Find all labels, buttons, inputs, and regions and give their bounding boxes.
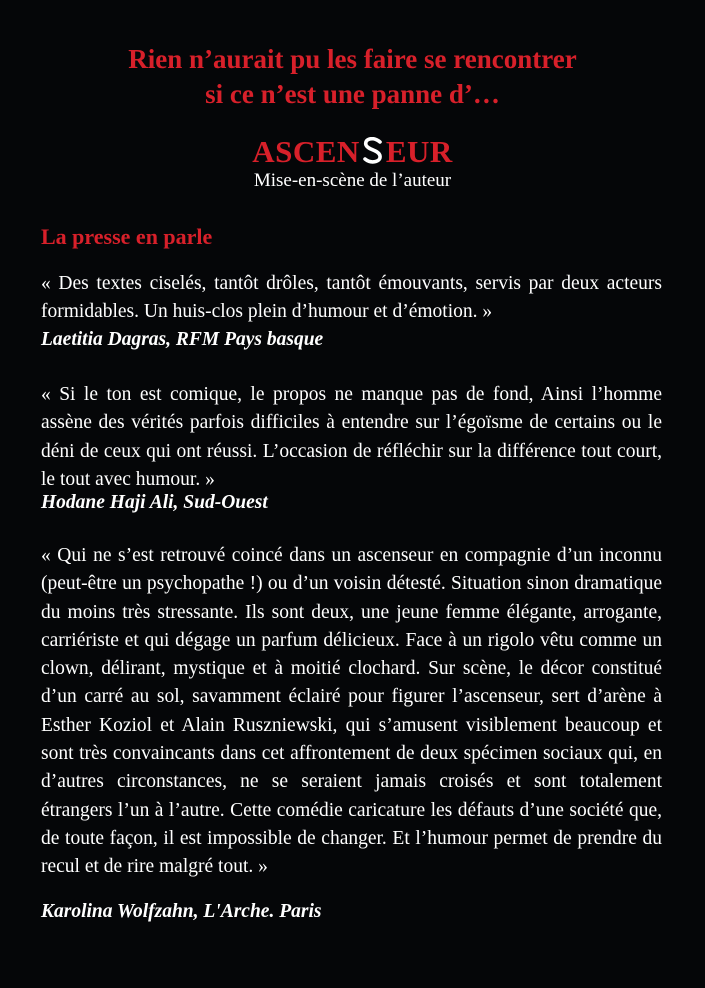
headline-line-1: Rien n’aurait pu les faire se rencontrer xyxy=(128,44,577,74)
stylized-s-icon xyxy=(361,137,385,165)
press-quote: « Des textes ciselés, tantôt drôles, tantôt émouvants, servis par deux acteurs formidables. Un huis-clos plein d’humour et d’émotion. » xyxy=(41,273,662,323)
press-quote-author: Karolina Wolfzahn, L'Arche. Paris xyxy=(41,901,322,922)
press-section-title: La presse en parle xyxy=(41,224,213,249)
show-logo xyxy=(0,135,705,169)
logo-text-start: ASCEN xyxy=(252,134,360,169)
logo-text-end: EUR xyxy=(385,134,453,169)
headline xyxy=(0,42,705,112)
staging-subtitle: Mise-en-scène de l’auteur xyxy=(253,170,452,191)
press-quote-author: Laetitia Dagras, RFM Pays basque xyxy=(41,329,324,350)
headline-line-2: si ce n’est une panne d’… xyxy=(205,79,500,109)
press-quote: « Si le ton est comique, le propos ne manque pas de fond, Ainsi l’homme assène des vérités parfois difficiles à entendre sur l’égoïsme de certains ou le déni de ceux qui ont réussi. L’occasion de réfléchir sur la différence tout court, le tout avec humour. » xyxy=(41,384,662,490)
press-quote-author: Hodane Haji Ali, Sud-Ouest xyxy=(41,492,268,513)
press-quote: « Qui ne s’est retrouvé coincé dans un ascenseur en compagnie d’un inconnu (peut-être un psychopathe !) ou d’un voisin détesté. Situation sinon dramatique du moins très stressante. Ils sont deux, une jeune femme élégante, arrogante, carriériste et qui dégage un parfum délicieux. Face à un rigolo vêtu comme un clown, délirant, mystique et à moitié clochard. Sur scène, le décor constitué d’un carré au sol, savamment éclairé pour figurer l’ascenseur, sert d’arène à Esther Koziol et Alain Ruszniewski, qui s’amusent visiblement beaucoup et sont très convaincants dans cet affrontement de deux spécimen sociaux qui, en d’autres circonstances, ne se seraient jamais croisés et sont totalement étrangers l’un à l’autre. Cette comédie caricature les défauts d’une société que, de toute façon, il est impossible de changer. Et l’humour permet de prendre du recul et de rire malgré tout. » xyxy=(41,545,662,878)
